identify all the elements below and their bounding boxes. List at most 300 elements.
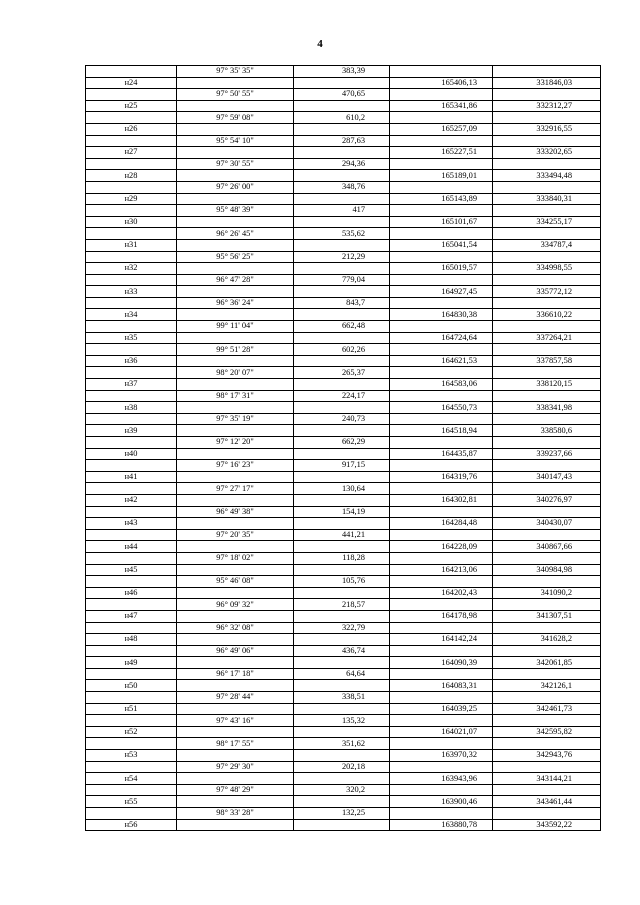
distance-cell: 322,79	[294, 622, 390, 634]
table-row	[86, 390, 601, 402]
distance-cell	[294, 796, 390, 808]
x-coordinate-cell: 164083,31	[390, 680, 493, 692]
table-row	[86, 483, 601, 495]
y-coordinate-cell: 340147,43	[493, 471, 601, 483]
x-coordinate-cell	[390, 622, 493, 634]
distance-cell	[294, 77, 390, 89]
point-name-cell	[86, 808, 177, 820]
y-coordinate-cell: 331846,03	[493, 77, 601, 89]
direction-angle-cell: 96° 49' 06"	[177, 645, 294, 657]
table-row	[86, 367, 601, 379]
distance-cell: 265,37	[294, 367, 390, 379]
point-name-cell	[86, 413, 177, 425]
direction-angle-cell	[177, 726, 294, 738]
distance-cell: 287,63	[294, 135, 390, 147]
x-coordinate-cell	[390, 715, 493, 727]
direction-angle-cell: 96° 49' 38"	[177, 506, 294, 518]
distance-cell: 535,62	[294, 228, 390, 240]
table-row	[86, 321, 601, 333]
point-name-cell	[86, 645, 177, 657]
y-coordinate-cell	[493, 437, 601, 449]
direction-angle-cell	[177, 100, 294, 112]
y-coordinate-cell	[493, 506, 601, 518]
y-coordinate-cell	[493, 552, 601, 564]
distance-cell	[294, 286, 390, 298]
direction-angle-cell: 99° 11' 04"	[177, 321, 294, 333]
direction-angle-cell	[177, 448, 294, 460]
y-coordinate-cell: 342595,82	[493, 726, 601, 738]
direction-angle-cell: 97° 28' 44"	[177, 692, 294, 704]
table-row	[86, 668, 601, 680]
distance-cell	[294, 379, 390, 391]
x-coordinate-cell: 165143,89	[390, 193, 493, 205]
point-name-cell: н41	[86, 471, 177, 483]
table-row	[86, 413, 601, 425]
point-name-cell: н24	[86, 77, 177, 89]
direction-angle-cell: 97° 12' 20"	[177, 437, 294, 449]
distance-cell: 130,64	[294, 483, 390, 495]
direction-angle-cell	[177, 402, 294, 414]
direction-angle-cell: 98° 20' 07"	[177, 367, 294, 379]
point-name-cell	[86, 344, 177, 356]
y-coordinate-cell: 339237,66	[493, 448, 601, 460]
y-coordinate-cell	[493, 483, 601, 495]
distance-cell: 64,64	[294, 668, 390, 680]
x-coordinate-cell	[390, 529, 493, 541]
table-row	[86, 379, 601, 391]
direction-angle-cell: 98° 33' 28"	[177, 808, 294, 820]
direction-angle-cell	[177, 587, 294, 599]
point-name-cell	[86, 738, 177, 750]
distance-cell: 441,21	[294, 529, 390, 541]
direction-angle-cell	[177, 773, 294, 785]
table-row	[86, 808, 601, 820]
point-name-cell	[86, 599, 177, 611]
x-coordinate-cell	[390, 89, 493, 101]
y-coordinate-cell: 341090,2	[493, 587, 601, 599]
distance-cell: 351,62	[294, 738, 390, 750]
x-coordinate-cell: 164724,64	[390, 332, 493, 344]
direction-angle-cell: 98° 17' 31"	[177, 390, 294, 402]
y-coordinate-cell	[493, 645, 601, 657]
y-coordinate-cell	[493, 251, 601, 263]
distance-cell: 338,51	[294, 692, 390, 704]
direction-angle-cell	[177, 564, 294, 576]
point-name-cell	[86, 552, 177, 564]
y-coordinate-cell	[493, 135, 601, 147]
point-name-cell: н32	[86, 263, 177, 275]
y-coordinate-cell: 338120,15	[493, 379, 601, 391]
table-row	[86, 750, 601, 762]
x-coordinate-cell	[390, 367, 493, 379]
direction-angle-cell	[177, 193, 294, 205]
y-coordinate-cell	[493, 529, 601, 541]
distance-cell: 118,28	[294, 552, 390, 564]
table-row	[86, 181, 601, 193]
point-name-cell	[86, 251, 177, 263]
point-name-cell	[86, 529, 177, 541]
table-row	[86, 773, 601, 785]
y-coordinate-cell	[493, 460, 601, 472]
x-coordinate-cell	[390, 552, 493, 564]
direction-angle-cell	[177, 610, 294, 622]
table-row	[86, 541, 601, 553]
distance-cell	[294, 309, 390, 321]
table-row	[86, 251, 601, 263]
x-coordinate-cell: 165041,54	[390, 239, 493, 251]
distance-cell	[294, 726, 390, 738]
distance-cell: 294,36	[294, 158, 390, 170]
y-coordinate-cell	[493, 181, 601, 193]
y-coordinate-cell: 332312,27	[493, 100, 601, 112]
x-coordinate-cell: 164518,94	[390, 425, 493, 437]
table-row	[86, 297, 601, 309]
table-row	[86, 715, 601, 727]
distance-cell: 470,65	[294, 89, 390, 101]
coordinates-table	[85, 65, 601, 831]
point-name-cell	[86, 460, 177, 472]
y-coordinate-cell: 340867,66	[493, 541, 601, 553]
x-coordinate-cell: 164621,53	[390, 355, 493, 367]
distance-cell	[294, 216, 390, 228]
direction-angle-cell: 97° 26' 00"	[177, 181, 294, 193]
direction-angle-cell: 97° 48' 29"	[177, 784, 294, 796]
point-name-cell: н39	[86, 425, 177, 437]
direction-angle-cell	[177, 216, 294, 228]
y-coordinate-cell: 342061,85	[493, 657, 601, 669]
distance-cell	[294, 587, 390, 599]
x-coordinate-cell	[390, 228, 493, 240]
point-name-cell: н26	[86, 123, 177, 135]
point-name-cell: н33	[86, 286, 177, 298]
y-coordinate-cell: 343461,44	[493, 796, 601, 808]
y-coordinate-cell: 334255,17	[493, 216, 601, 228]
direction-angle-cell	[177, 494, 294, 506]
point-name-cell: н45	[86, 564, 177, 576]
distance-cell: 662,48	[294, 321, 390, 333]
direction-angle-cell	[177, 541, 294, 553]
direction-angle-cell	[177, 309, 294, 321]
x-coordinate-cell	[390, 321, 493, 333]
table-row	[86, 448, 601, 460]
table-row	[86, 205, 601, 217]
distance-cell: 320,2	[294, 784, 390, 796]
y-coordinate-cell: 341628,2	[493, 634, 601, 646]
y-coordinate-cell: 343144,21	[493, 773, 601, 785]
table-row	[86, 529, 601, 541]
distance-cell	[294, 239, 390, 251]
point-name-cell	[86, 715, 177, 727]
y-coordinate-cell	[493, 274, 601, 286]
distance-cell	[294, 494, 390, 506]
direction-angle-cell	[177, 123, 294, 135]
table-row	[86, 761, 601, 773]
distance-cell	[294, 147, 390, 159]
distance-cell	[294, 518, 390, 530]
x-coordinate-cell: 164302,81	[390, 494, 493, 506]
table-row	[86, 216, 601, 228]
x-coordinate-cell: 164583,06	[390, 379, 493, 391]
y-coordinate-cell: 340276,97	[493, 494, 601, 506]
x-coordinate-cell: 164927,45	[390, 286, 493, 298]
x-coordinate-cell: 163970,32	[390, 750, 493, 762]
x-coordinate-cell	[390, 112, 493, 124]
table-row	[86, 228, 601, 240]
direction-angle-cell: 97° 35' 19"	[177, 413, 294, 425]
table-row	[86, 738, 601, 750]
x-coordinate-cell: 163943,96	[390, 773, 493, 785]
y-coordinate-cell: 337857,58	[493, 355, 601, 367]
point-name-cell: н47	[86, 610, 177, 622]
table-row	[86, 494, 601, 506]
direction-angle-cell	[177, 680, 294, 692]
y-coordinate-cell: 333202,65	[493, 147, 601, 159]
x-coordinate-cell: 164178,98	[390, 610, 493, 622]
x-coordinate-cell	[390, 437, 493, 449]
point-name-cell	[86, 692, 177, 704]
y-coordinate-cell	[493, 390, 601, 402]
point-name-cell	[86, 367, 177, 379]
distance-cell	[294, 750, 390, 762]
point-name-cell: н55	[86, 796, 177, 808]
direction-angle-cell	[177, 239, 294, 251]
distance-cell: 610,2	[294, 112, 390, 124]
direction-angle-cell: 97° 50' 55"	[177, 89, 294, 101]
point-name-cell: н40	[86, 448, 177, 460]
point-name-cell: н54	[86, 773, 177, 785]
distance-cell	[294, 193, 390, 205]
distance-cell: 843,7	[294, 297, 390, 309]
distance-cell: 779,04	[294, 274, 390, 286]
point-name-cell	[86, 66, 177, 78]
y-coordinate-cell	[493, 576, 601, 588]
x-coordinate-cell: 163880,78	[390, 819, 493, 831]
direction-angle-cell: 97° 59' 08"	[177, 112, 294, 124]
y-coordinate-cell: 338580,6	[493, 425, 601, 437]
table-row	[86, 506, 601, 518]
y-coordinate-cell	[493, 784, 601, 796]
direction-angle-cell: 96° 09' 32"	[177, 599, 294, 611]
y-coordinate-cell	[493, 761, 601, 773]
table-row	[86, 66, 601, 78]
distance-cell: 212,29	[294, 251, 390, 263]
x-coordinate-cell	[390, 576, 493, 588]
table-row	[86, 437, 601, 449]
table-row	[86, 471, 601, 483]
table-row	[86, 355, 601, 367]
x-coordinate-cell	[390, 784, 493, 796]
table-row	[86, 819, 601, 831]
point-name-cell	[86, 181, 177, 193]
x-coordinate-cell: 165019,57	[390, 263, 493, 275]
x-coordinate-cell	[390, 692, 493, 704]
table-row	[86, 680, 601, 692]
point-name-cell: н43	[86, 518, 177, 530]
direction-angle-cell	[177, 657, 294, 669]
y-coordinate-cell: 333494,48	[493, 170, 601, 182]
point-name-cell: н50	[86, 680, 177, 692]
distance-cell	[294, 541, 390, 553]
y-coordinate-cell: 338341,98	[493, 402, 601, 414]
distance-cell	[294, 402, 390, 414]
y-coordinate-cell: 341307,51	[493, 610, 601, 622]
point-name-cell: н28	[86, 170, 177, 182]
x-coordinate-cell: 165257,09	[390, 123, 493, 135]
distance-cell: 202,18	[294, 761, 390, 773]
point-name-cell: н31	[86, 239, 177, 251]
y-coordinate-cell: 340984,98	[493, 564, 601, 576]
x-coordinate-cell: 164202,43	[390, 587, 493, 599]
x-coordinate-cell	[390, 135, 493, 147]
table-row	[86, 610, 601, 622]
distance-cell	[294, 610, 390, 622]
distance-cell	[294, 703, 390, 715]
point-name-cell	[86, 205, 177, 217]
distance-cell: 218,57	[294, 599, 390, 611]
direction-angle-cell: 97° 30' 55"	[177, 158, 294, 170]
table-row	[86, 112, 601, 124]
x-coordinate-cell	[390, 274, 493, 286]
y-coordinate-cell: 334998,55	[493, 263, 601, 275]
direction-angle-cell: 97° 35' 35"	[177, 66, 294, 78]
distance-cell	[294, 634, 390, 646]
distance-cell	[294, 448, 390, 460]
table-row	[86, 576, 601, 588]
x-coordinate-cell	[390, 66, 493, 78]
x-coordinate-cell: 165227,51	[390, 147, 493, 159]
point-name-cell: н36	[86, 355, 177, 367]
direction-angle-cell: 97° 18' 02"	[177, 552, 294, 564]
distance-cell: 602,26	[294, 344, 390, 356]
point-name-cell: н37	[86, 379, 177, 391]
x-coordinate-cell: 164090,39	[390, 657, 493, 669]
distance-cell: 105,76	[294, 576, 390, 588]
point-name-cell	[86, 622, 177, 634]
x-coordinate-cell: 165341,86	[390, 100, 493, 112]
y-coordinate-cell	[493, 599, 601, 611]
y-coordinate-cell	[493, 205, 601, 217]
y-coordinate-cell	[493, 738, 601, 750]
y-coordinate-cell: 332916,55	[493, 123, 601, 135]
direction-angle-cell	[177, 147, 294, 159]
y-coordinate-cell: 343592,22	[493, 819, 601, 831]
x-coordinate-cell: 164039,25	[390, 703, 493, 715]
x-coordinate-cell: 165189,01	[390, 170, 493, 182]
x-coordinate-cell	[390, 297, 493, 309]
y-coordinate-cell	[493, 66, 601, 78]
point-name-cell	[86, 297, 177, 309]
direction-angle-cell	[177, 425, 294, 437]
table-row	[86, 796, 601, 808]
x-coordinate-cell: 165406,13	[390, 77, 493, 89]
point-name-cell: н53	[86, 750, 177, 762]
table-row	[86, 193, 601, 205]
y-coordinate-cell: 336610,22	[493, 309, 601, 321]
point-name-cell	[86, 483, 177, 495]
distance-cell: 154,19	[294, 506, 390, 518]
x-coordinate-cell	[390, 599, 493, 611]
y-coordinate-cell	[493, 228, 601, 240]
x-coordinate-cell	[390, 413, 493, 425]
page-number: 4	[317, 38, 323, 50]
x-coordinate-cell	[390, 251, 493, 263]
table-row	[86, 564, 601, 576]
x-coordinate-cell	[390, 158, 493, 170]
y-coordinate-cell: 335772,12	[493, 286, 601, 298]
direction-angle-cell: 95° 48' 39"	[177, 205, 294, 217]
distance-cell: 383,39	[294, 66, 390, 78]
table-row	[86, 274, 601, 286]
table-row	[86, 599, 601, 611]
distance-cell: 135,32	[294, 715, 390, 727]
table-row	[86, 692, 601, 704]
distance-cell	[294, 657, 390, 669]
distance-cell: 224,17	[294, 390, 390, 402]
distance-cell: 132,25	[294, 808, 390, 820]
table-row	[86, 657, 601, 669]
direction-angle-cell: 97° 27' 17"	[177, 483, 294, 495]
point-name-cell	[86, 321, 177, 333]
table-row	[86, 332, 601, 344]
point-name-cell	[86, 112, 177, 124]
x-coordinate-cell: 163900,46	[390, 796, 493, 808]
table-row	[86, 552, 601, 564]
y-coordinate-cell: 340430,07	[493, 518, 601, 530]
y-coordinate-cell	[493, 344, 601, 356]
point-name-cell: н27	[86, 147, 177, 159]
direction-angle-cell	[177, 170, 294, 182]
direction-angle-cell: 96° 32' 08"	[177, 622, 294, 634]
table-row	[86, 518, 601, 530]
x-coordinate-cell	[390, 205, 493, 217]
direction-angle-cell: 95° 54' 10"	[177, 135, 294, 147]
y-coordinate-cell	[493, 668, 601, 680]
distance-cell	[294, 170, 390, 182]
table-row	[86, 622, 601, 634]
point-name-cell: н30	[86, 216, 177, 228]
table-row	[86, 726, 601, 738]
direction-angle-cell	[177, 332, 294, 344]
x-coordinate-cell	[390, 645, 493, 657]
table-row	[86, 135, 601, 147]
y-coordinate-cell: 333840,31	[493, 193, 601, 205]
distance-cell: 240,73	[294, 413, 390, 425]
point-name-cell	[86, 576, 177, 588]
direction-angle-cell: 95° 56' 25"	[177, 251, 294, 263]
y-coordinate-cell: 342943,76	[493, 750, 601, 762]
point-name-cell: н42	[86, 494, 177, 506]
point-name-cell: н44	[86, 541, 177, 553]
point-name-cell	[86, 437, 177, 449]
table-row	[86, 77, 601, 89]
table-row	[86, 634, 601, 646]
point-name-cell	[86, 761, 177, 773]
distance-cell: 436,74	[294, 645, 390, 657]
direction-angle-cell: 97° 43' 16"	[177, 715, 294, 727]
point-name-cell: н25	[86, 100, 177, 112]
x-coordinate-cell: 164142,24	[390, 634, 493, 646]
table-row	[86, 147, 601, 159]
x-coordinate-cell: 165101,67	[390, 216, 493, 228]
table-row	[86, 344, 601, 356]
table-row	[86, 645, 601, 657]
distance-cell: 662,29	[294, 437, 390, 449]
table-row	[86, 263, 601, 275]
y-coordinate-cell	[493, 715, 601, 727]
distance-cell: 348,76	[294, 181, 390, 193]
x-coordinate-cell: 164228,09	[390, 541, 493, 553]
point-name-cell	[86, 89, 177, 101]
